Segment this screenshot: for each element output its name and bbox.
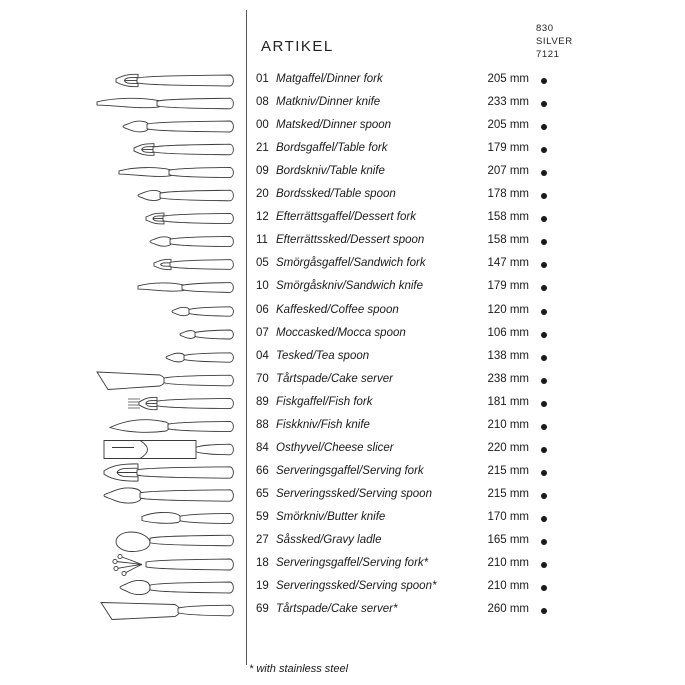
article-number: 18	[256, 557, 269, 570]
article-name: Efterrättsgaffel/Dessert fork	[276, 211, 416, 224]
availability-dot	[541, 447, 547, 453]
page-title: ARTIKEL	[261, 38, 334, 55]
cutlery-illustration-fish-fork	[0, 392, 246, 415]
silver-column-header	[536, 22, 573, 61]
article-name: Serveringsgaffel/Serving fork*	[276, 557, 429, 570]
article-name: Osthyvel/Cheese slicer	[276, 441, 394, 454]
table-row	[246, 438, 685, 461]
article-name: Smörgåsgaffel/Sandwich fork	[276, 257, 426, 270]
article-length: 205 mm	[487, 119, 529, 132]
article-length: 147 mm	[487, 257, 529, 270]
article-length: 220 mm	[487, 441, 529, 454]
availability-dot	[541, 262, 547, 268]
article-name: Såssked/Gravy ladle	[276, 534, 382, 546]
article-number: 11	[256, 234, 268, 247]
table-row	[246, 323, 685, 346]
availability-dot	[541, 170, 547, 176]
article-length: 170 mm	[487, 510, 529, 523]
article-name: Fiskkniv/Fish knife	[276, 418, 370, 431]
availability-dot	[541, 562, 547, 568]
cutlery-illustration-cake-server-steel	[0, 599, 246, 622]
article-length: 207 mm	[487, 165, 529, 178]
table-row	[246, 530, 685, 553]
article-length: 210 mm	[487, 418, 529, 431]
availability-dot	[541, 193, 547, 199]
table-row	[246, 553, 685, 576]
article-length: 120 mm	[487, 303, 529, 316]
cutlery-illustration-mocca-spoon	[0, 323, 246, 346]
article-name: Serveringssked/Serving spoon	[276, 487, 432, 500]
cutlery-illustration-serving-fork-steel	[0, 553, 246, 576]
article-number: 05	[256, 257, 269, 270]
article-number: 59	[256, 510, 269, 523]
article-name: Bordsgaffel/Table fork	[276, 142, 388, 155]
article-length: 106 mm	[487, 326, 529, 339]
article-name: Matsked/Dinner spoon	[276, 119, 392, 132]
article-number: 01	[256, 73, 269, 85]
article-name: Serveringssked/Serving spoon*	[276, 580, 437, 593]
article-name: Efterrättssked/Dessert spoon	[276, 234, 425, 247]
article-number: 65	[256, 487, 269, 500]
article-number: 09	[256, 165, 269, 178]
availability-dot	[541, 401, 547, 407]
article-name: Bordssked/Table spoon	[276, 188, 396, 201]
article-length: 179 mm	[487, 142, 529, 155]
article-length: 179 mm	[487, 280, 529, 293]
table-row	[246, 346, 685, 369]
article-name: Fiskgaffel/Fish fork	[276, 395, 373, 408]
availability-dot	[541, 355, 547, 361]
article-number: 08	[256, 96, 269, 109]
article-length: 215 mm	[487, 487, 529, 500]
table-row	[246, 207, 685, 230]
article-length: 178 mm	[487, 188, 529, 201]
silver-pattern-number: 7121	[536, 49, 560, 60]
table-row	[246, 461, 685, 484]
cutlery-illustration-serving-fork	[0, 461, 246, 484]
availability-dot	[541, 608, 547, 614]
cutlery-illustration-fish-knife	[0, 415, 246, 438]
cutlery-illustration-dinner-knife	[0, 92, 246, 115]
cutlery-illustration-coffee-spoon	[0, 300, 246, 323]
availability-dot	[541, 239, 547, 245]
cutlery-illustration-table-knife	[0, 161, 246, 184]
article-name: Moccasked/Mocca spoon	[276, 326, 406, 339]
footnote: * with stainless steel	[249, 663, 349, 675]
table-row	[246, 392, 685, 415]
article-number: 84	[256, 441, 269, 454]
cutlery-illustration-serving-spoon-steel	[0, 576, 246, 599]
article-number: 20	[256, 188, 269, 201]
availability-dot	[541, 147, 547, 153]
table-row	[246, 138, 685, 161]
article-length: 158 mm	[487, 211, 529, 224]
article-length: 165 mm	[487, 534, 529, 546]
table-row	[246, 300, 685, 323]
cutlery-illustration-dessert-fork	[0, 207, 246, 230]
availability-dot	[541, 470, 547, 476]
availability-dot	[541, 124, 547, 130]
availability-dot	[541, 378, 547, 384]
article-length: 238 mm	[487, 372, 529, 385]
article-length: 260 mm	[487, 603, 529, 616]
article-number: 88	[256, 418, 269, 431]
article-number: 10	[256, 280, 269, 293]
article-number: 69	[256, 603, 269, 616]
article-length: 181 mm	[487, 395, 529, 408]
article-length: 205 mm	[487, 73, 529, 85]
cutlery-illustration-table-spoon	[0, 184, 246, 207]
availability-dot	[541, 78, 547, 84]
article-length: 138 mm	[487, 349, 529, 362]
article-length: 210 mm	[487, 557, 529, 570]
table-row	[246, 369, 685, 392]
silver-label: SILVER	[536, 36, 573, 47]
article-number: 21	[256, 142, 269, 155]
cutlery-illustration-cheese-slicer	[0, 438, 246, 461]
article-name: Tårtspade/Cake server*	[276, 603, 398, 616]
availability-dot	[541, 332, 547, 338]
article-number: 06	[256, 303, 269, 316]
article-length: 210 mm	[487, 580, 529, 593]
availability-dot	[541, 585, 547, 591]
cutlery-illustration-table-fork	[0, 138, 246, 161]
article-number: 89	[256, 395, 269, 408]
cutlery-illustration-sandwich-knife	[0, 276, 246, 299]
article-number: 07	[256, 326, 269, 339]
table-row	[246, 576, 685, 599]
availability-dot	[541, 424, 547, 430]
cutlery-illustration-serving-spoon	[0, 484, 246, 507]
article-number: 04	[256, 349, 269, 362]
article-number: 12	[256, 211, 269, 224]
article-name: Tårtspade/Cake server	[276, 372, 393, 385]
article-name: Smörgåskniv/Sandwich knife	[276, 280, 424, 293]
cutlery-illustration-dessert-spoon	[0, 230, 246, 253]
availability-dot	[541, 493, 547, 499]
cutlery-illustration-dinner-fork	[0, 69, 246, 92]
table-row	[246, 276, 685, 299]
article-name: Kaffesked/Coffee spoon	[276, 303, 399, 316]
availability-dot	[541, 309, 547, 315]
table-row	[246, 599, 685, 622]
cutlery-illustration-dinner-spoon	[0, 115, 246, 138]
table-row	[246, 92, 685, 115]
table-row	[246, 230, 685, 253]
cutlery-illustration-gravy-ladle	[0, 530, 246, 553]
table-row	[246, 115, 685, 138]
article-name: Serveringsgaffel/Serving fork	[276, 464, 424, 477]
availability-dot	[541, 216, 547, 222]
article-name: Tesked/Tea spoon	[276, 349, 370, 362]
table-row	[246, 484, 685, 507]
cutlery-illustration-butter-knife	[0, 507, 246, 530]
article-name: Bordskniv/Table knife	[276, 165, 385, 178]
table-row	[246, 253, 685, 276]
article-number: 66	[256, 464, 269, 477]
article-length: 215 mm	[487, 464, 529, 477]
table-row	[246, 161, 685, 184]
table-row	[246, 184, 685, 207]
article-number: 27	[256, 534, 269, 546]
availability-dot	[541, 539, 547, 545]
cutlery-illustration-tea-spoon	[0, 346, 246, 369]
cutlery-illustration-cake-server	[0, 369, 246, 392]
cutlery-illustration-sandwich-fork	[0, 253, 246, 276]
article-name: Matgaffel/Dinner fork	[276, 73, 383, 85]
availability-dot	[541, 101, 547, 107]
article-name: Smörkniv/Butter knife	[276, 510, 386, 523]
article-length: 233 mm	[487, 96, 529, 109]
article-number: 19	[256, 580, 269, 593]
article-number: 00	[256, 119, 269, 132]
availability-dot	[541, 516, 547, 522]
article-number: 70	[256, 372, 269, 385]
table-row	[246, 69, 685, 92]
article-length: 158 mm	[487, 234, 529, 247]
table-row	[246, 415, 685, 438]
silver-code: 830	[536, 23, 554, 34]
article-name: Matkniv/Dinner knife	[276, 96, 381, 109]
table-row	[246, 507, 685, 530]
availability-dot	[541, 285, 547, 291]
